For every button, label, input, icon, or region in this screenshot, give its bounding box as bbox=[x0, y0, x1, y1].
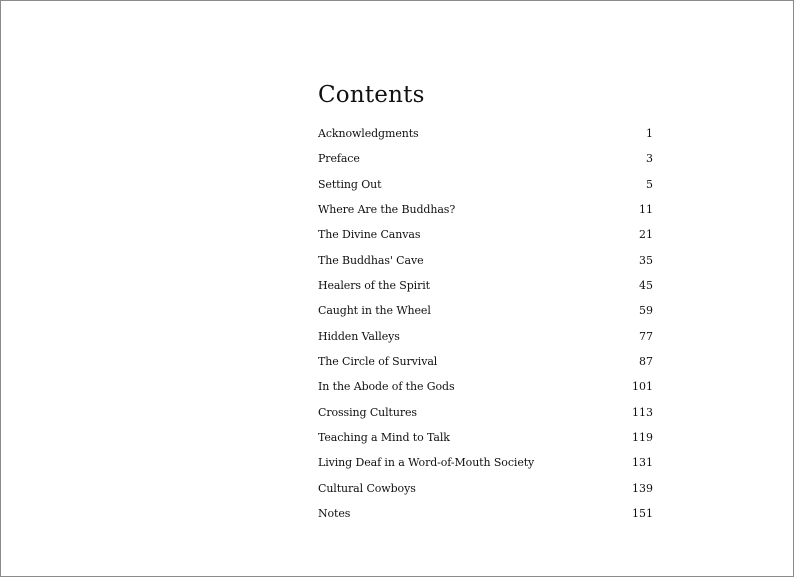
toc-page-number: 45 bbox=[639, 278, 653, 292]
toc-entry bbox=[318, 302, 653, 327]
toc-page-number: 59 bbox=[639, 304, 653, 318]
toc-entry bbox=[318, 277, 653, 302]
toc-entry bbox=[318, 176, 653, 201]
page-title: Contents bbox=[318, 82, 425, 108]
toc-page-number: 87 bbox=[639, 354, 653, 368]
toc-entry bbox=[318, 429, 653, 454]
toc-entry bbox=[318, 328, 653, 353]
toc-entry bbox=[318, 480, 653, 505]
toc-entry bbox=[318, 378, 653, 403]
toc-chapter-title: Living Deaf in a Word-of-Mouth Society bbox=[318, 456, 535, 470]
toc-chapter-title: Healers of the Spirit bbox=[318, 278, 430, 292]
toc-page-number: 21 bbox=[639, 228, 653, 242]
toc-page-number: 11 bbox=[639, 202, 653, 216]
toc-chapter-title: Setting Out bbox=[318, 177, 382, 191]
toc-page-number: 119 bbox=[632, 430, 653, 444]
toc-page-number: 3 bbox=[646, 152, 653, 166]
toc-chapter-title: Acknowledgments bbox=[318, 127, 419, 140]
toc-chapter-title: Where Are the Buddhas? bbox=[318, 202, 456, 216]
toc-chapter-title: Crossing Cultures bbox=[318, 405, 417, 419]
toc-entry bbox=[318, 201, 653, 226]
toc-chapter-title: In the Abode of the Gods bbox=[318, 380, 455, 394]
toc-entry bbox=[318, 125, 653, 150]
toc-page-number: 77 bbox=[639, 329, 653, 343]
toc-page-number: 1 bbox=[646, 127, 653, 140]
toc-chapter-title: The Buddhas' Cave bbox=[318, 253, 424, 267]
toc-entry bbox=[318, 353, 653, 378]
toc-chapter-title: Cultural Cowboys bbox=[318, 481, 416, 495]
toc-chapter-title: The Divine Canvas bbox=[318, 228, 421, 242]
toc-chapter-title: Notes bbox=[318, 506, 351, 520]
toc-page-number: 101 bbox=[632, 380, 653, 394]
toc-chapter-title: Hidden Valleys bbox=[318, 329, 400, 343]
toc-entry bbox=[318, 150, 653, 175]
toc-chapter-title: Teaching a Mind to Talk bbox=[318, 430, 450, 444]
toc-entry bbox=[318, 226, 653, 251]
toc-page-number: 131 bbox=[632, 456, 653, 470]
toc-page-number: 151 bbox=[632, 506, 653, 520]
toc-page-number: 5 bbox=[646, 177, 653, 191]
toc-page-number: 35 bbox=[639, 253, 653, 267]
toc-page-number: 139 bbox=[632, 481, 653, 495]
toc-entry bbox=[318, 252, 653, 277]
toc-chapter-title: Preface bbox=[318, 152, 360, 166]
toc-entry bbox=[318, 454, 653, 479]
table-of-contents bbox=[318, 79, 653, 520]
toc-entry bbox=[318, 404, 653, 429]
toc-chapter-title: Caught in the Wheel bbox=[318, 304, 431, 318]
toc-list bbox=[318, 125, 653, 530]
toc-page-number: 113 bbox=[632, 405, 653, 419]
toc-chapter-title: The Circle of Survival bbox=[318, 354, 438, 368]
toc-entry bbox=[318, 505, 653, 530]
